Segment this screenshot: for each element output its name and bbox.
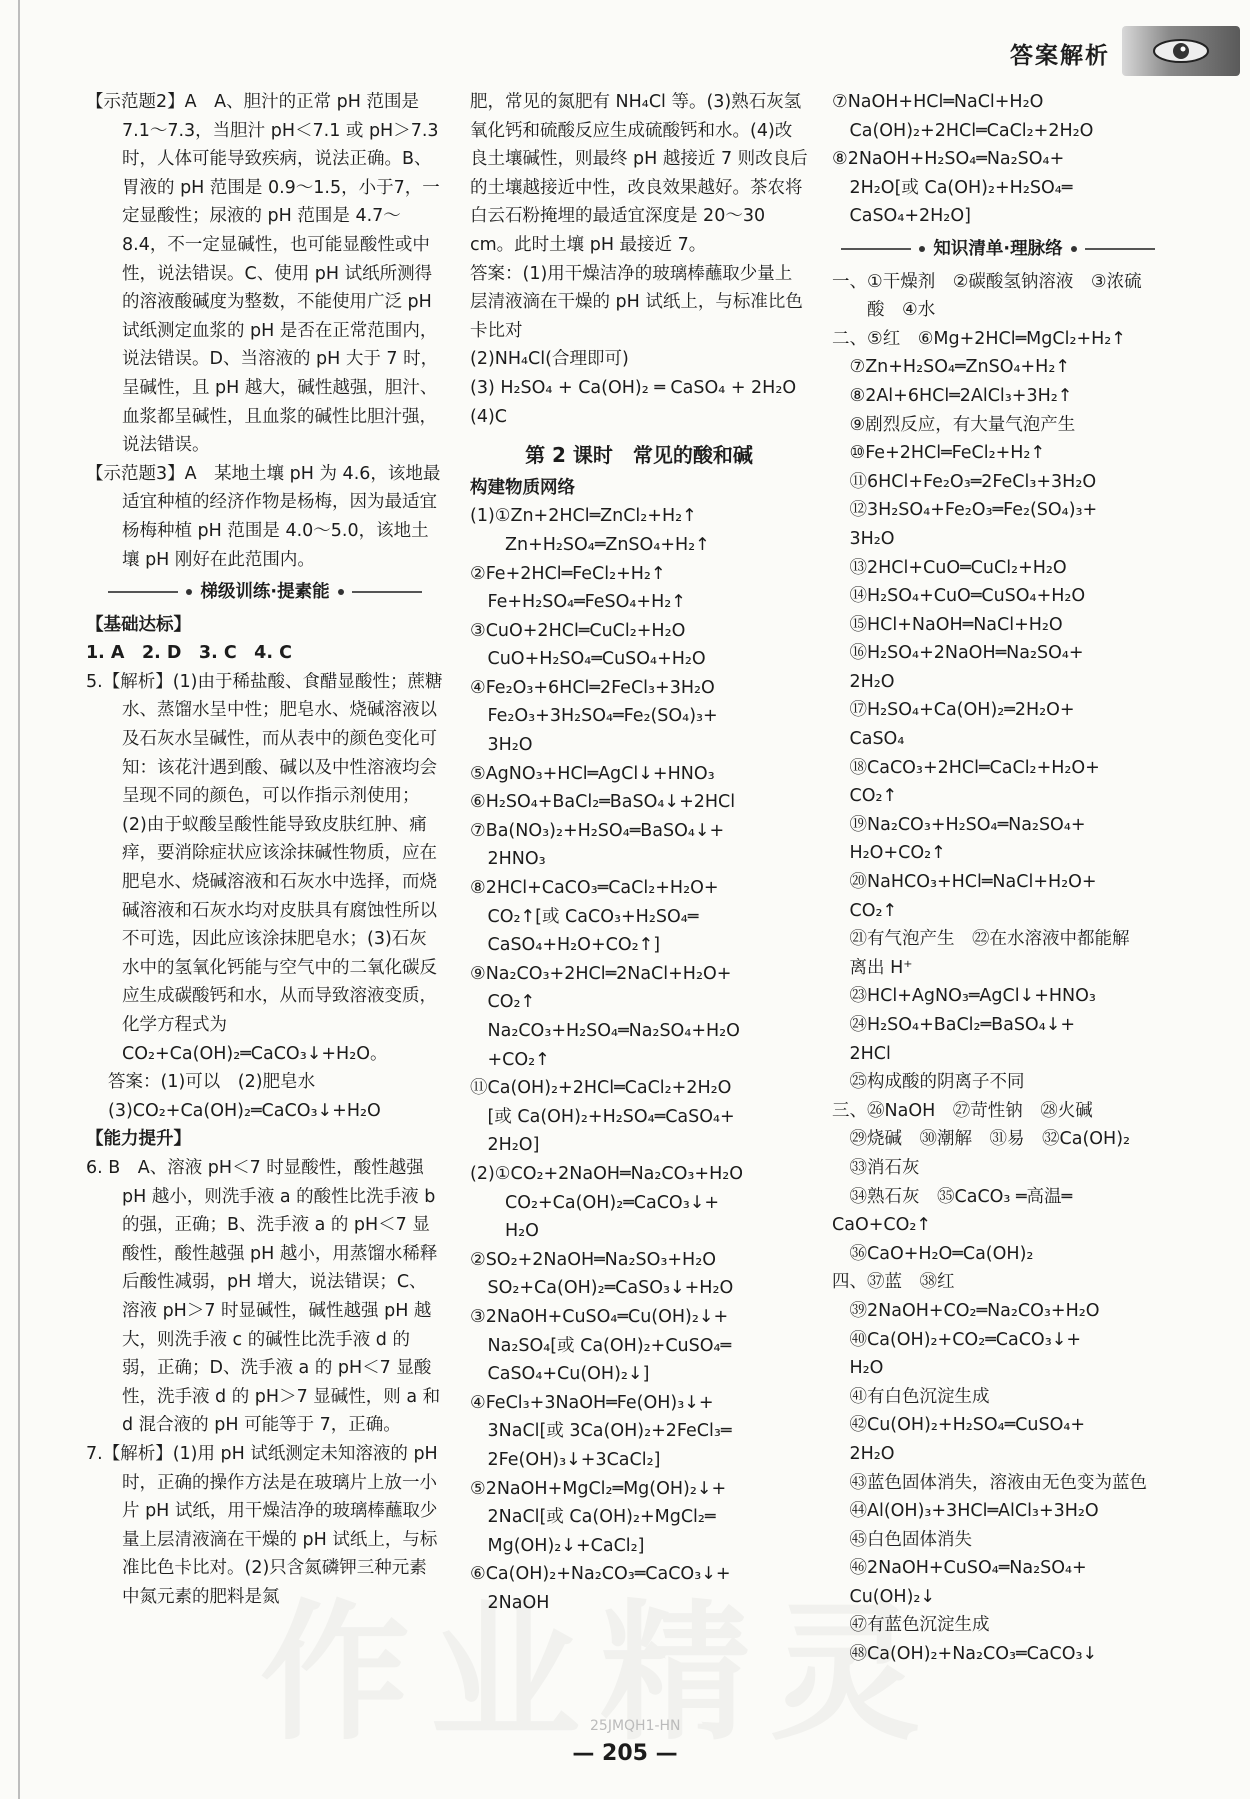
knowledge-line: ㊻2NaOH+CuSO₄═Na₂SO₄+ (832, 1558, 1087, 1579)
build-network-heading: 构建物质网络 (470, 477, 575, 498)
reaction-line: CaSO₄+2H₂O] (832, 206, 971, 227)
knowledge-line: ⑲Na₂CO₃+H₂SO₄═Na₂SO₄+ (832, 814, 1086, 835)
reaction-line: Na₂CO₃+H₂SO₄═Na₂SO₄+H₂O (470, 1021, 740, 1041)
basic-answers: 1. A 2. D 3. C 4. C (86, 643, 292, 664)
knowledge-line: ⑨剧烈反应，有大量气泡产生 (832, 414, 1076, 435)
reaction-line: ⑥H₂SO₄+BaCl₂═BaSO₄↓+2HCl (470, 792, 736, 813)
reaction-line: 3H₂O (470, 735, 533, 756)
reaction-line: ②Fe+2HCl═FeCl₂+H₂↑ (470, 563, 666, 584)
knowledge-line: ⑩Fe+2HCl═FeCl₂+H₂↑ (832, 443, 1046, 464)
knowledge-line: ㊶有白色沉淀生成 (832, 1386, 990, 1407)
knowledge-line: ㉝消石灰 (832, 1157, 920, 1178)
knowledge-line: ⑦Zn+H₂SO₄═ZnSO₄+H₂↑ (832, 357, 1071, 378)
reaction-line: Na₂SO₄[或 Ca(OH)₂+CuSO₄═ (470, 1335, 732, 1356)
reaction-line: CaSO₄+Cu(OH)₂↓] (470, 1364, 650, 1385)
knowledge-line: ⑮HCl+NaOH═NaCl+H₂O (832, 614, 1063, 635)
reaction-line: (2)①CO₂+2NaOH═Na₂CO₃+H₂O (470, 1163, 744, 1184)
basic-heading: 【基础达标】 (86, 614, 191, 635)
question-5-answer: 答案：(1)可以 (2)肥皂水 (108, 1072, 316, 1093)
reaction-line: Zn+H₂SO₄═ZnSO₄+H₂↑ (470, 534, 710, 555)
reaction-line: 3NaCl[或 3Ca(OH)₂+2FeCl₃═ (470, 1421, 732, 1442)
column2-answer: 答案：(1)用干燥洁净的玻璃棒蘸取少量上层清液滴在干燥的 pH 试纸上，与标准比色卡比对 (470, 263, 803, 341)
reaction-line: CO₂+Ca(OH)₂═CaCO₃↓+ (470, 1192, 720, 1213)
knowledge-line: ⑧2Al+6HCl═2AlCl₃+3H₂↑ (832, 385, 1073, 406)
reaction-line: ③CuO+2HCl═CuCl₂+H₂O (470, 620, 686, 641)
knowledge-line: 一、①干燥剂 ②碳酸氢钠溶液 ③浓硫 (832, 271, 1142, 292)
column2-continuation: 肥，常见的氮肥有 NH₄Cl 等。(3)熟石灰氢氧化钙和硫酸反应生成硫酸钙和水。(4)改良土壤碱性，则最终 pH 越接近 7 则改良后的土壤越接近中性，改良效果越好。茶农将白云石粉掩埋的最适宜深度是 20～30 cm。此时土壤 pH 最接近 7。 (470, 92, 808, 255)
knowledge-line: 2H₂O (832, 671, 895, 692)
reaction-line: 2H₂O] (470, 1135, 540, 1156)
reaction-line: CaSO₄+H₂O+CO₂↑] (470, 935, 661, 956)
reaction-line: ⑧2HCl+CaCO₃═CaCl₂+H₂O+ (470, 878, 719, 899)
column-1 (86, 88, 444, 1611)
reaction-line: ④FeCl₃+3NaOH═Fe(OH)₃↓+ (470, 1392, 714, 1413)
column-3 (832, 88, 1164, 1669)
knowledge-line: ⑫3H₂SO₄+Fe₂O₃═Fe₂(SO₄)₃+ (832, 500, 1098, 521)
knowledge-line: ㉞熟石灰 ㉟CaCO₃ ═高温═ CaO+CO₂↑ (832, 1186, 1078, 1236)
knowledge-line: ㊽Ca(OH)₂+Na₂CO₃═CaCO₃↓ (832, 1644, 1098, 1665)
example-3-text: 【示范题3】A 某地土壤 pH 为 4.6，该地最适宜种植的经济作物是杨梅，因为最适宜杨梅种植 pH 范围是 4.0～5.0，该地土壤 pH 刚好在此范围内。 (86, 463, 441, 570)
question-6-text: 6. B A、溶液 pH＜7 时显酸性，酸性越强 pH 越小，则洗手液 a 的酸性比洗手液 b 的强，正确；B、洗手液 a 的 pH＜7 显酸性，酸性越强 pH 越小，用蒸馏水稀释后酸性减弱，pH 增大，说法错误；C、溶液 pH＞7 时显碱性，碱性越强 pH 越大，则洗手液 c 的碱性比洗手液 d 的弱，正确；D、洗手液 a 的 pH＜7 显酸性，洗手液 d 的 pH＞7 显碱性，则 a 和 d 混合液的 pH 可能等于 7，正确。 (86, 1157, 446, 1436)
knowledge-list (832, 268, 1164, 1669)
reaction-line: ⑤AgNO₃+HCl═AgCl↓+HNO₃ (470, 763, 715, 784)
knowledge-line: 二、⑤红 ⑥Mg+2HCl═MgCl₂+H₂↑ (832, 328, 1126, 349)
knowledge-line: ㉙烧碱 ㉚潮解 ㉛易 ㉜Ca(OH)₂ (832, 1129, 1131, 1150)
reaction-line: CuO+H₂SO₄═CuSO₄+H₂O (470, 649, 706, 670)
knowledge-line: ㊸蓝色固体消失，溶液由无色变为蓝色 (832, 1472, 1147, 1493)
knowledge-line: ㊼有蓝色沉淀生成 (832, 1615, 990, 1636)
reaction-line: Ca(OH)₂+2HCl═CaCl₂+2H₂O (832, 120, 1094, 141)
knowledge-line: ㊷Cu(OH)₂+H₂SO₄═CuSO₄+ (832, 1415, 1086, 1436)
knowledge-line: ㉕构成酸的阴离子不同 (832, 1072, 1025, 1093)
knowledge-line: ⑬2HCl+CuO═CuCl₂+H₂O (832, 557, 1067, 578)
question-5-answer-line2: (3)CO₂+Ca(OH)₂═CaCO₃↓+H₂O (108, 1100, 381, 1121)
reaction-line: 2NaOH (470, 1592, 550, 1613)
header-title: 答案解析 (1010, 43, 1110, 69)
reaction-line: ⑨Na₂CO₃+2HCl═2NaCl+H₂O+ (470, 963, 732, 984)
knowledge-line: ⑪6HCl+Fe₂O₃═2FeCl₃+3H₂O (832, 471, 1097, 492)
section-ladder-heading (86, 578, 444, 607)
reaction-line: ⑪Ca(OH)₂+2HCl═CaCl₂+2H₂O (470, 1078, 732, 1099)
ability-heading: 【能力提升】 (86, 1129, 191, 1150)
reaction-list-col2 (470, 502, 808, 1617)
knowledge-line: 四、㊲蓝 ㊳红 (832, 1272, 955, 1293)
knowledge-line: ⑭H₂SO₄+CuO═CuSO₄+H₂O (832, 586, 1086, 607)
knowledge-line: 三、㉖NaOH ㉗苛性钠 ㉘火碱 (832, 1100, 1093, 1121)
reaction-line: ⑧2NaOH+H₂SO₄═Na₂SO₄+ (832, 149, 1065, 170)
reaction-line: (1)①Zn+2HCl═ZnCl₂+H₂↑ (470, 506, 697, 527)
eye-logo-icon (1122, 26, 1240, 76)
lesson-title: 第 2 课时 常见的酸和碱 (525, 443, 753, 468)
section-knowledge-title: 知识清单·理脉络 (933, 238, 1063, 259)
knowledge-line: H₂O (832, 1358, 884, 1379)
knowledge-line: 离出 H⁺ (832, 957, 913, 978)
reaction-line: ③2NaOH+CuSO₄═Cu(OH)₂↓+ (470, 1306, 729, 1327)
reaction-line: [或 Ca(OH)₂+H₂SO₄═CaSO₄+ (470, 1106, 735, 1127)
reaction-line: ⑦NaOH+HCl═NaCl+H₂O (832, 92, 1044, 112)
knowledge-line: 3H₂O (832, 528, 895, 549)
column-2 (470, 88, 814, 1617)
question-5-analysis: 5.【解析】(1)由于稀盐酸、食醋显酸性；蔗糖水、蒸馏水呈中性；肥皂水、烧碱溶液以及石灰水呈碱性，而从表中的颜色变化可知：该花汁遇到酸、碱以及中性溶液均会呈现不同的颜色，可以作指示剂使用；(2)由于蚁酸呈酸性能导致皮肤红肿、痛痒，要消除症状应该涂抹碱性物质，应在肥皂水、烧碱溶液和石灰水中选择，而烧碱溶液和石灰水均对皮肤具有腐蚀性所以不可选，因此应该涂抹肥皂水；(3)石灰水中的氢氧化钙能与空气中的二氧化碳反应生成碳酸钙和水，从而导致溶液变质，化学方程式为 CO₂+Ca(OH)₂═CaCO₃↓+H₂O。 (86, 671, 443, 1064)
knowledge-line: ⑯H₂SO₄+2NaOH═Na₂SO₄+ (832, 643, 1084, 664)
reaction-line: ⑥Ca(OH)₂+Na₂CO₃═CaCO₃↓+ (470, 1564, 731, 1585)
page-number: — 205 — (572, 1741, 678, 1766)
reaction-line: CO₂↑ (470, 992, 536, 1013)
page-edge-rule (18, 0, 20, 1799)
reaction-list-col3-top (832, 88, 1164, 231)
column2-answer-3: (3) H₂SO₄ + Ca(OH)₂ ═ CaSO₄ + 2H₂O (4)C (470, 377, 814, 427)
reaction-line: +CO₂↑ (470, 1049, 550, 1070)
knowledge-line: 酸 ④水 (832, 300, 936, 321)
knowledge-line: ㊺白色固体消失 (832, 1529, 972, 1550)
knowledge-line: 2HCl (832, 1043, 891, 1064)
knowledge-line: ㉑有气泡产生 ㉒在水溶液中都能解 (832, 929, 1130, 950)
reaction-line: ④Fe₂O₃+6HCl═2FeCl₃+3H₂O (470, 677, 715, 698)
section-ladder-title: 梯级训练·提素能 (200, 582, 330, 603)
knowledge-line: ⑰H₂SO₄+Ca(OH)₂═2H₂O+ (832, 700, 1075, 721)
knowledge-line: ㉓HCl+AgNO₃═AgCl↓+HNO₃ (832, 986, 1096, 1007)
reaction-line: CO₂↑[或 CaCO₃+H₂SO₄═ (470, 906, 699, 927)
section-knowledge-heading (832, 235, 1164, 264)
knowledge-line: Cu(OH)₂↓ (832, 1586, 936, 1607)
knowledge-line: H₂O+CO₂↑ (832, 843, 946, 864)
knowledge-line: ㊹Al(OH)₃+3HCl═AlCl₃+3H₂O (832, 1501, 1099, 1522)
knowledge-line: ㊱CaO+H₂O═Ca(OH)₂ (832, 1243, 1034, 1264)
example-2-text: 【示范题2】A A、胆汁的正常 pH 范围是 7.1～7.3，当胆汁 pH＜7.1 或 pH＞7.3 时，人体可能导致疾病，说法正确。B、胃液的 pH 范围是 0.9～1.5，小于7，一定显酸性；尿液的 pH 范围是 4.7～8.4，不一定显碱性，也可能显酸性或中性，说法错误。C、使用 pH 试纸所测得的溶液酸碱度为整数，不能使用广泛 pH 试纸测定血浆的 pH 是否在正常范围内，说法错误。D、当溶液的 pH 大于 7 时，呈碱性，且 pH 越大，碱性越强，胆汁、血浆都呈碱性，且血浆的碱性比胆汁强，说法错误。 (86, 92, 445, 456)
reaction-line: 2NaCl[或 Ca(OH)₂+MgCl₂═ (470, 1507, 716, 1528)
reaction-line: ⑦Ba(NO₃)₂+H₂SO₄═BaSO₄↓+ (470, 820, 725, 841)
reaction-line: 2H₂O[或 Ca(OH)₂+H₂SO₄═ (832, 177, 1073, 198)
reaction-line: ②SO₂+2NaOH═Na₂SO₃+H₂O (470, 1249, 717, 1270)
reaction-line: Mg(OH)₂↓+CaCl₂] (470, 1535, 645, 1556)
knowledge-line: ⑱CaCO₃+2HCl═CaCl₂+H₂O+ (832, 757, 1100, 778)
knowledge-line: ⑳NaHCO₃+HCl═NaCl+H₂O+ (832, 872, 1097, 893)
page-header (0, 14, 1250, 72)
reaction-line: Fe₂O₃+3H₂SO₄═Fe₂(SO₄)₃+ (470, 706, 718, 727)
knowledge-line: CO₂↑ (832, 900, 898, 921)
knowledge-line: CaSO₄ (832, 729, 905, 750)
question-7-analysis: 7.【解析】(1)用 pH 试纸测定未知溶液的 pH 时，正确的操作方法是在玻璃片上放一小片 pH 试纸，用干燥洁净的玻璃棒蘸取少量上层清液滴在干燥的 pH 试纸上，与标准比色卡比对。(2)只含氮磷钾三种元素中氮元素的肥料是氮 (86, 1443, 444, 1607)
knowledge-line: ㊴2NaOH+CO₂═Na₂CO₃+H₂O (832, 1300, 1100, 1321)
knowledge-line: ㉔H₂SO₄+BaCl₂═BaSO₄↓+ (832, 1015, 1076, 1035)
reaction-line: SO₂+Ca(OH)₂═CaSO₃↓+H₂O (470, 1278, 734, 1299)
knowledge-line: ㊵Ca(OH)₂+CO₂═CaCO₃↓+ (832, 1329, 1082, 1350)
knowledge-line: CO₂↑ (832, 786, 898, 807)
reaction-line: 2Fe(OH)₃↓+3CaCl₂] (470, 1449, 661, 1470)
reaction-line: 2HNO₃ (470, 849, 546, 870)
column2-answer-2: (2)NH₄Cl(合理即可) (470, 349, 629, 370)
knowledge-line: 2H₂O (832, 1443, 895, 1464)
reaction-line: H₂O (470, 1221, 539, 1242)
footer-code: 25JMQH1-HN (590, 1718, 681, 1734)
reaction-line: Fe+H₂SO₄═FeSO₄+H₂↑ (470, 592, 686, 613)
reaction-line: ⑤2NaOH+MgCl₂═Mg(OH)₂↓+ (470, 1478, 727, 1499)
